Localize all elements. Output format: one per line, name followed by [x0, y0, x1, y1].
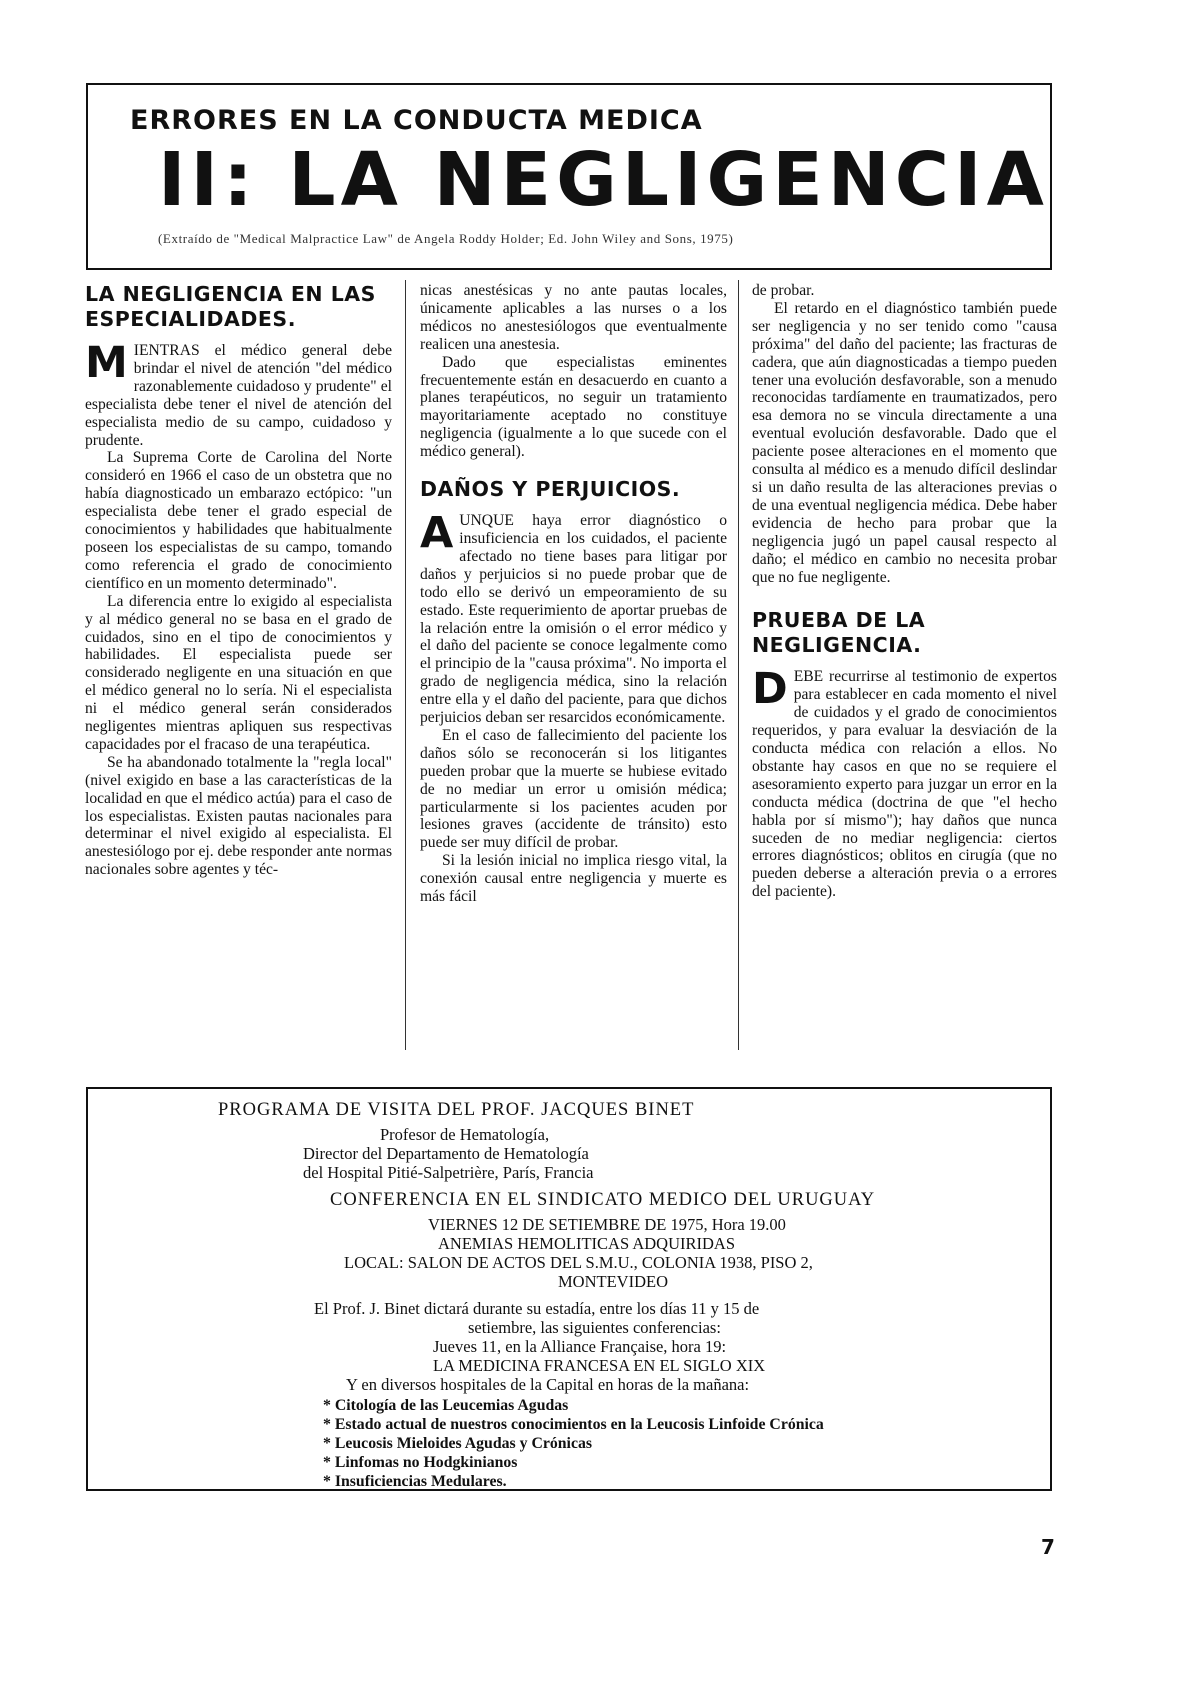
lecture-list: [323, 1396, 824, 1491]
program-announcement-box: [86, 1087, 1052, 1491]
column-divider: [738, 280, 739, 1050]
paragraph: Se ha abandonado totalmente la "regla local" (nivel exigido en base a las características de la localidad en que el médico actúa) para el caso de los especialistas. Existen pautas nacionales para determinar el nivel exigido al especialista. El anestesiólogo por ej. debe responder ante normas nacionales sobre agentes y téc-: [85, 753, 393, 879]
page-number: 7: [1041, 1535, 1055, 1559]
paragraph: El retardo en el diagnóstico también puede ser negligencia y no ser tenido como "causa próxima" del daño del paciente; las fracturas de cadera, que aún diagnosticadas a tiempo pueden tener una evolución desfavorable, son a menudo reconocidas tardíamente en traumatizados, pero esa demora no se vincula directamente a una eventual evolución desfavorable. Dado que el paciente posee alteraciones en el momento que consulta al médico es a menudo difícil deslindar si un daño resulta de las alteraciones previas o de una eventual negligencia médica. Debe haber evidencia de hecho para probar que la negligencia jugó un papel causal respecto al daño; el médico en cambio no necesita probar que no fue negligente.: [752, 299, 1057, 586]
professor-department: Director del Departamento de Hematología: [303, 1144, 589, 1163]
drop-cap: D: [752, 664, 788, 715]
conference-title: CONFERENCIA EN EL SINDICATO MEDICO DEL URUGUAY: [330, 1190, 876, 1210]
conference-date: VIERNES 12 DE SETIEMBRE DE 1975, Hora 19.00: [428, 1215, 786, 1234]
professor-role: Profesor de Hematología,: [380, 1125, 550, 1144]
paragraph: La Suprema Corte de Carolina del Norte consideró en 1966 el caso de un obstetra que no había diagnosticado un embarazo ectópico: "un especialista debe tener el grado especial de conocimientos y habilidades que habitualmente poseen los especialistas de su campo, tomando como referencia el grado de conocimiento científico en un momento determinado".: [85, 449, 392, 592]
jueves-lecture-topic: LA MEDICINA FRANCESA EN EL SIGLO XIX: [433, 1356, 766, 1375]
conference-topic: ANEMIAS HEMOLITICAS ADQUIRIDAS: [438, 1234, 735, 1253]
list-item: * Citología de las Leucemias Agudas: [323, 1397, 569, 1414]
program-title: PROGRAMA DE VISITA DEL PROF. JACQUES BINET: [218, 1100, 695, 1120]
list-item: * Estado actual de nuestros conocimientos en la Leucosis Linfoide Crónica: [323, 1416, 824, 1433]
section-heading-prueba: PRUEBA DE LA NEGLIGENCIA.: [752, 608, 926, 658]
paragraph: La diferencia entre lo exigido al especialista y al médico general no se basa en el grado de cuidados, sino en el tipo de conocimientos y habilidades. El especialista puede ser considerado negligente en una situación en que el médico general no lo sería. Ni el especialista ni el médico general serán considerados negligentes mientras apliquen sus respectivas capacidades por el fracaso de una terapéutica.: [85, 592, 392, 753]
conference-city: MONTEVIDEO: [558, 1272, 668, 1291]
program-intro: El Prof. J. Binet dictará durante su estadía, entre los días 11 y 15 de: [314, 1299, 760, 1318]
paragraph: Dado que especialistas eminentes frecuentemente están en desacuerdo en cuanto a planes terapéuticos, no seguir un tratamiento mayoritariamente aceptado no constituye negligencia (igualmente a lo que sucede con el médico general).: [420, 353, 727, 461]
article-header-box: [86, 83, 1052, 270]
paragraph: Si la lesión inicial no implica riesgo vital, la conexión causal entre negligencia y muerte es más fácil: [420, 852, 727, 906]
drop-cap: A: [420, 508, 454, 559]
list-item: * Leucosis Mieloides Agudas y Crónicas: [323, 1435, 593, 1452]
article-column-1: [85, 282, 392, 879]
article-title: II: LA NEGLIGENCIA: [158, 137, 1049, 223]
column-divider: [405, 280, 406, 1050]
drop-cap: M: [85, 338, 128, 388]
paragraph: AUNQUE haya error diagnóstico o insuficiencia en los cuidados, el paciente afectado no tiene bases para litigar por daños y perjuicios si no puede probar que de todo ello se derivó un empeoramiento de su estado. Este requerimiento de aportar pruebas de la relación entre la omisión o el error médico y el daño del paciente se conoce legalmente como el principio de la "causa próxima". No importa el grado de negligencia médica, sino la relación entre ella y el daño del paciente, para que dichos perjuicios deban ser resarcidos económicamente.: [420, 508, 727, 727]
hospitals-note: Y en diversos hospitales de la Capital en horas de la mañana:: [346, 1375, 750, 1394]
paragraph: de probar.: [752, 282, 815, 299]
section-heading-especialidades: LA NEGLIGENCIA EN LAS ESPECIALIDADES.: [85, 282, 376, 331]
jueves-lecture: Jueves 11, en la Alliance Française, hora 19:: [433, 1337, 727, 1356]
article-column-3: [752, 282, 1057, 901]
program-intro-cont: setiembre, las siguientes conferencias:: [468, 1318, 721, 1337]
list-item: * Linfomas no Hodgkinianos: [323, 1454, 518, 1471]
paragraph: nicas anestésicas y no ante pautas locales, únicamente aplicables a las nurses o a los médicos no anestesiólogos que eventualmente realicen una anestesia.: [420, 282, 727, 353]
series-kicker: ERRORES EN LA CONDUCTA MEDICA: [130, 105, 703, 136]
article-column-2: [420, 282, 727, 906]
section-heading-danos: DAÑOS Y PERJUICIOS.: [420, 477, 681, 502]
list-item: * Insuficiencias Medulares.: [323, 1473, 507, 1490]
source-citation: (Extraído de "Medical Malpractice Law" de Angela Roddy Holder; Ed. John Wiley and Sons, 1975): [158, 231, 734, 246]
professor-hospital: del Hospital Pitié-Salpetrière, París, Francia: [303, 1163, 594, 1182]
paragraph: MIENTRAS el médico general debe brindar el nivel de atención "del médico razonablemente cuidadoso y prudente" el especialista debe tener el nivel de atención del especialista medio de su campo, cuidadoso y prudente.: [85, 338, 392, 449]
paragraph: DEBE recurrirse al testimonio de expertos para establecer en cada momento el nivel de cuidados y el grado de conocimientos requeridos, y para evaluar la desviación de la conducta médica con relación a ellos. No obstante hay casos en que no se requiere el asesoramiento experto para juzgar un error en la conducta médica (doctrina de que "el hecho habla por sí mismo"); hay daños que nunca suceden de no mediar negligencia: ciertos errores diagnósticos; oblitos en cirugía (que no pueden deberse a alteración previa o a errores del paciente).: [752, 664, 1057, 901]
paragraph: En el caso de fallecimiento del paciente los daños sólo se reconocerán si los litigantes pueden probar que la muerte se hubiese evitado de no mediar un error u omisión médica; particularmente si los pacientes acuden por lesiones graves (accidente de tránsito) esto puede ser muy difícil de probar.: [420, 726, 727, 852]
conference-location: LOCAL: SALON DE ACTOS DEL S.M.U., COLONIA 1938, PISO 2,: [344, 1253, 813, 1272]
